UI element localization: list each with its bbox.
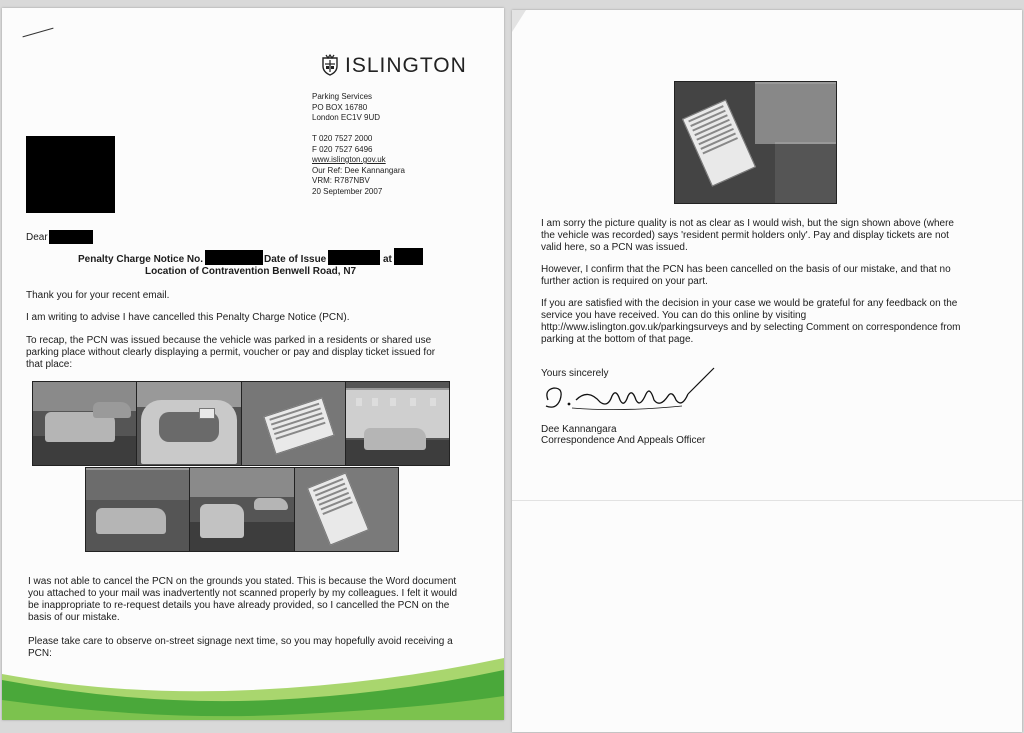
address-line: London EC1V 9UD [312, 113, 381, 122]
sender-address [312, 92, 380, 124]
evidence-photo [346, 382, 449, 465]
location-line: Location of Contravention Benwell Road, N7 [145, 266, 357, 277]
fax: F 020 7527 6496 [312, 144, 373, 154]
letter-date: 20 September 2007 [312, 186, 383, 196]
pen-mark [22, 28, 53, 38]
paragraph: However, I confirm that the PCN has been cancelled on the basis of our mistake, and that no further action is required on your part. [541, 264, 951, 287]
address-line: PO BOX 16780 [312, 102, 368, 112]
our-ref: Our Ref: Dee Kannangara [312, 165, 405, 175]
redacted-pcn-number [205, 250, 263, 265]
redacted-name [49, 230, 93, 244]
folded-corner [512, 10, 1022, 50]
redacted-time [394, 248, 423, 265]
handwritten-signature [542, 366, 722, 416]
green-footer-wave [2, 656, 504, 720]
phone: T 020 7527 2000 [312, 134, 373, 143]
evidence-photo [295, 468, 398, 551]
letter-page-1 [2, 8, 504, 720]
at-label: at [383, 254, 392, 265]
signatory-name: Dee Kannangara [541, 424, 617, 435]
evidence-photo [33, 382, 136, 465]
signatory-title: Correspondence And Appeals Officer [541, 435, 706, 446]
paragraph: If you are satisfied with the decision in your case we would be grateful for any feedback on the service you have received. You can do this online by visiting http://www.islington.gov.uk/parkingsurveys and by selecting Comment on correspondence from parking at the bottom of that page. [541, 298, 961, 345]
closing: Yours sincerely [541, 368, 609, 379]
website-link[interactable]: www.islington.gov.uk [312, 155, 386, 164]
redacted-recipient-address [26, 136, 115, 213]
evidence-photo [190, 468, 294, 551]
address-line: Parking Services [312, 92, 373, 101]
pcn-label: Penalty Charge Notice No. [78, 254, 204, 265]
paragraph: To recap, the PCN was issued because the vehicle was parked in a residents or shared use parking place without clearly displaying a permit, voucher or pay and display ticket issued for that place: [26, 335, 436, 370]
letter-page-2 [512, 10, 1022, 732]
paragraph: Please take care to observe on-street signage next time, so you may hopefully avoid receiving a PCN: [28, 636, 453, 659]
sign-photo [674, 81, 837, 204]
evidence-photo [137, 382, 241, 465]
evidence-photo-strip-2 [85, 467, 399, 552]
redacted-issue-date [328, 250, 380, 265]
contact-block [312, 134, 405, 197]
crest-icon [320, 54, 340, 76]
paragraph: I was not able to cancel the PCN on the grounds you stated. This is because the Word document you attached to your mail was inadvertently not scanned properly by my colleagues. I felt it would be inappropriate to re-request details you have already provided, so I cancelled the PCN on the basis of our mistake. [28, 576, 458, 623]
vrm: VRM: R787NBV [312, 176, 370, 185]
evidence-photo-strip-1 [32, 381, 450, 466]
logo-text: ISLINGTON [345, 54, 467, 77]
paragraph: I am sorry the picture quality is not as clear as I would wish, but the sign shown above (where the vehicle was recorded) says 'resident permit holders only'. Pay and display tickets are not valid here, so a PCN was issued. [541, 218, 954, 253]
paragraph: I am writing to advise I have cancelled this Penalty Charge Notice (PCN). [26, 312, 350, 323]
paragraph: Thank you for your recent email. [26, 290, 170, 301]
evidence-photo [242, 382, 345, 465]
evidence-photo [86, 468, 189, 551]
salutation: Dear [26, 232, 48, 243]
date-of-issue-label: Date of Issue [264, 254, 327, 265]
fold-line [512, 500, 1022, 501]
